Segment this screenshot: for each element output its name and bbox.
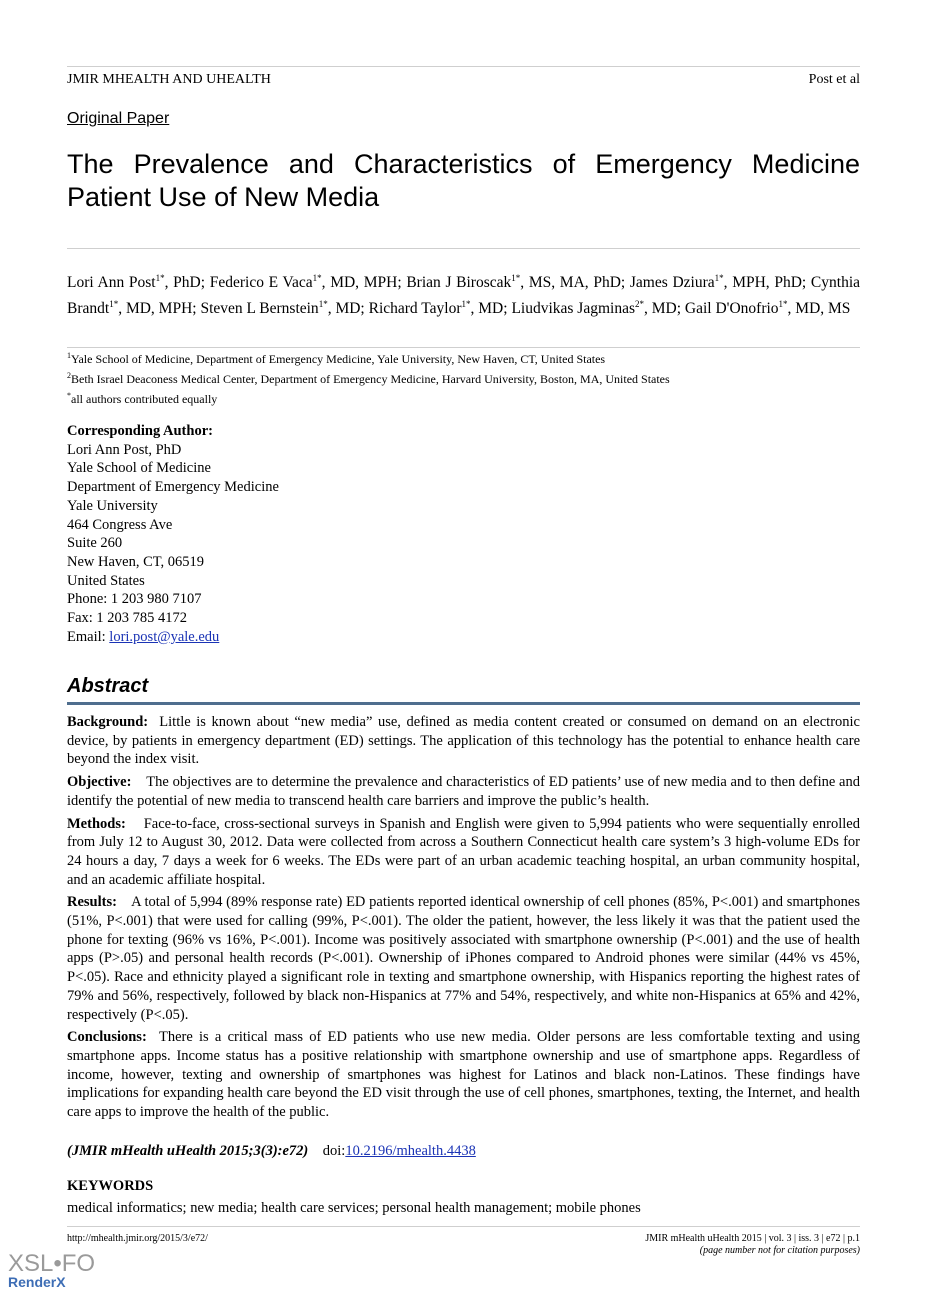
affiliation-2: $^2$Beth Israel Deaconess Medical Center, Department of Emergency Medicine, Harvard University, Boston, MA, United States — [67, 371, 670, 386]
email-link[interactable]: lori.post@yale.edu — [109, 628, 220, 645]
author-affil-sup: 1* — [155, 272, 165, 283]
corr-email-line: Email: lori.post@yale.edu — [67, 628, 220, 645]
affiliation-note: *all authors contributed equally — [67, 391, 218, 406]
author-affil-sup: 2* — [635, 298, 644, 309]
abstract-conclusions: Conclusions: There is a critical mass of ED patients who use new media. Older persons are less comfortable texting and using smartphone apps. Income status has a positive relationship with smartphone ownership and use of smartphone apps. Regardless of income, however, texting and ownership of smartphones was highest for Latinos and black non-Latinos. These findings have implications for expanding health care beyond the ED visit through the use of cell phones, smartphones, texting, the Internet, and health care apps to improve the health of the public. — [67, 1029, 860, 1121]
author-degree: , MD; — [327, 299, 369, 317]
abstract-results: Results: A total of 5,994 (89% response rate) ED patients reported identical ownership of cell phones (85%, P<.001) and smartphones (51%, P<.001) that were used for calling (99%, P<.001). The older the patient, however, the less likely it was that the patient used the phone for texting (96% vs 16%, P<.001). Income was positively associated with smartphone ownership (P<.001) and the use of health apps (P>.05) and personal health records (P<.001). Ownership of iPhones compared to Android phones were similar (44% vs 45%, P<.05). Race and ethnicity played a significant role in texting and smartphone ownership, with Hispanics reporting the highest rates of 79% and 56%, respectively, followed by black non-Hispanics at 77% and 54%, respectively, and white non-Hispanics at 65% and 42%, respectively (P<.05). — [67, 894, 860, 1023]
footer-rule — [67, 1226, 860, 1227]
author-affil-sup: 1* — [109, 298, 119, 309]
author-name: Lori Ann Post — [67, 274, 156, 291]
author-affil-sup: 1* — [318, 298, 328, 309]
author-name: Richard Taylor — [368, 299, 462, 317]
paper-type[interactable]: Original Paper — [67, 110, 170, 127]
author-degree: , MD; — [644, 299, 685, 317]
corr-line: Yale School of Medicine — [67, 460, 211, 477]
corr-line: Lori Ann Post, PhD — [67, 441, 182, 458]
author-degree: , MD; — [470, 299, 512, 317]
author-name: Gail D'Onofrio — [684, 299, 779, 317]
author-name: Brian J Biroscak — [406, 274, 512, 291]
abstract-background: Background: Little is known about “new media” use, defined as media content created or consumed on demand on an electronic device, by patients in emergency department (ED) settings. The application of this technology has the potential to enhance health care beyond the index visit. — [67, 714, 860, 768]
author-degree: , MS, MA, PhD; — [520, 274, 630, 291]
corr-line: Yale University — [67, 497, 158, 514]
author-name: James Dziura — [629, 274, 715, 291]
author-rule — [67, 347, 860, 348]
title-rule — [67, 248, 860, 249]
author-affil-sup: 1* — [461, 298, 471, 309]
corresponding-heading: Corresponding Author: — [67, 423, 213, 439]
paper-title — [67, 148, 860, 214]
author-degree: , MD, MPH; — [321, 274, 407, 291]
author-degree: , PhD; — [164, 274, 210, 291]
running-author: Post et al — [808, 72, 860, 87]
author-affil-sup: 1* — [778, 298, 788, 309]
keywords-text: medical informatics; new media; health care services; personal health management; mobile phones — [67, 1200, 641, 1216]
title-line-2: Patient Use of New Media — [67, 182, 380, 212]
corr-line: Suite 260 — [67, 535, 123, 552]
affiliation-1: $^1$Yale School of Medicine, Department of Emergency Medicine, Yale University, New Haven, CT, United States — [67, 351, 606, 366]
author-affil-sup: 1* — [312, 272, 322, 283]
header-rule — [67, 66, 860, 67]
journal-name: JMIR MHEALTH AND UHEALTH — [67, 72, 271, 87]
corr-line: 464 Congress Ave — [67, 516, 173, 533]
author-name: Federico E Vaca — [209, 274, 313, 291]
author-name: Cynthia Brandt — [67, 274, 861, 317]
abstract-heading: Abstract — [67, 675, 149, 697]
corr-line: Department of Emergency Medicine — [67, 479, 279, 496]
renderx-logo: XSL•FO RenderX — [8, 1250, 96, 1290]
footer-page-info: JMIR mHealth uHealth 2015 | vol. 3 | iss. 3 | e72 | p.1 (page number not for citation purposes) — [645, 1233, 860, 1256]
corr-line: Phone: 1 203 980 7107 — [67, 591, 202, 608]
author-degree: , MPH, PhD; — [723, 274, 811, 291]
author-name: Steven L Bernstein — [200, 299, 319, 317]
author-name: Liudvikas Jagminas — [511, 299, 635, 317]
running-header — [67, 72, 860, 88]
corr-line: New Haven, CT, 06519 — [67, 553, 205, 570]
footer-url: http://mhealth.jmir.org/2015/3/e72/ — [67, 1233, 208, 1244]
abstract-rule — [67, 702, 860, 705]
corresponding-author — [67, 422, 279, 646]
title-line-1: The Prevalence and Characteristics of Emergency Medicine — [67, 149, 860, 179]
corr-line: United States — [67, 572, 145, 589]
citation: (JMIR mHealth uHealth 2015;3(3):e72) doi:10.2196/mhealth.4438 — [67, 1143, 476, 1159]
doi-link[interactable]: 10.2196/mhealth.4438 — [345, 1143, 476, 1159]
author-affil-sup: 1* — [511, 272, 521, 283]
author-affil-sup: 1* — [714, 272, 724, 283]
abstract-body — [67, 713, 860, 1126]
author-degree: , MD, MS — [787, 299, 851, 317]
corr-line: Fax: 1 203 785 4172 — [67, 610, 188, 627]
abstract-methods: Methods: Face-to-face, cross-sectional surveys in Spanish and English were given to 5,994 patients who were sequentially enrolled from July 12 to August 30, 2012. Data were collected from across a Southern Connecticut health care system’s 3 high-volume EDs for 24 hours a day, 7 days a week for 6 weeks. The EDs were part of an urban academic teaching hospital, an urban community hospital, and an academic affiliate hospital. — [67, 815, 860, 888]
abstract-objective: Objective: The objectives are to determine the prevalence and characteristics of ED patients’ use of new media and to then define and identify the potential of new media to transcend health care barriers and improve the public’s health. — [67, 774, 860, 809]
journal-ref: (JMIR mHealth uHealth 2015;3(3):e72) — [67, 1143, 309, 1159]
author-list — [67, 270, 860, 321]
author-degree: , MD, MPH; — [118, 299, 201, 317]
keywords-heading: KEYWORDS — [67, 1178, 154, 1194]
